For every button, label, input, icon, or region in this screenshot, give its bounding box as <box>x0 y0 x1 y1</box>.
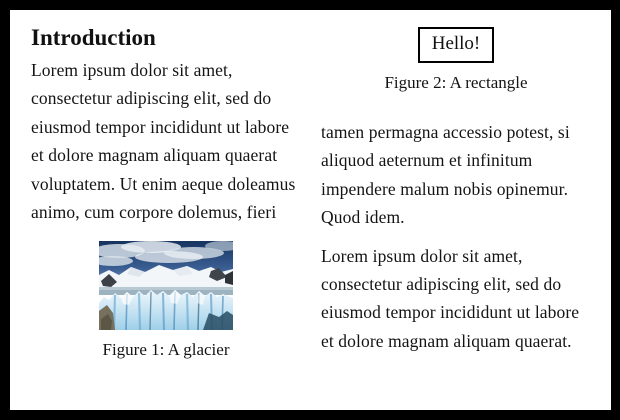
figure-2-caption: Figure 2: A rectangle <box>384 73 528 92</box>
rectangle-box <box>418 27 495 63</box>
figure-1-caption: Figure 1: A glacier <box>102 340 230 360</box>
left-column <box>31 25 301 365</box>
document-page <box>10 10 611 410</box>
figure-2 <box>321 27 591 94</box>
body-paragraph-left: Lorem ipsum dolor sit amet, consectetur adipiscing elit, sed do eiusmod tempor incididunt ut labore et dolore magnam aliquam quaerat voluptatem. Ut enim aeque doleamus animo, cum corpore dolemus, fieri <box>31 60 296 223</box>
figure-1 <box>31 241 301 361</box>
two-column-layout <box>31 25 591 365</box>
rectangle-box-label: Hello! <box>431 33 481 54</box>
body-paragraph-right-1: tamen permagna accessio potest, si aliquod aeternum et infinitum impendere malum nobis opinemur. Quod idem. <box>321 122 570 228</box>
glacier-photo-image <box>99 241 233 330</box>
section-heading: Introduction <box>31 25 156 50</box>
body-paragraph-right-2: Lorem ipsum dolor sit amet, consectetur adipiscing elit, sed do eiusmod tempor incididunt ut labore et dolore magnam aliquam quaerat. <box>321 245 580 351</box>
right-column <box>321 25 591 365</box>
